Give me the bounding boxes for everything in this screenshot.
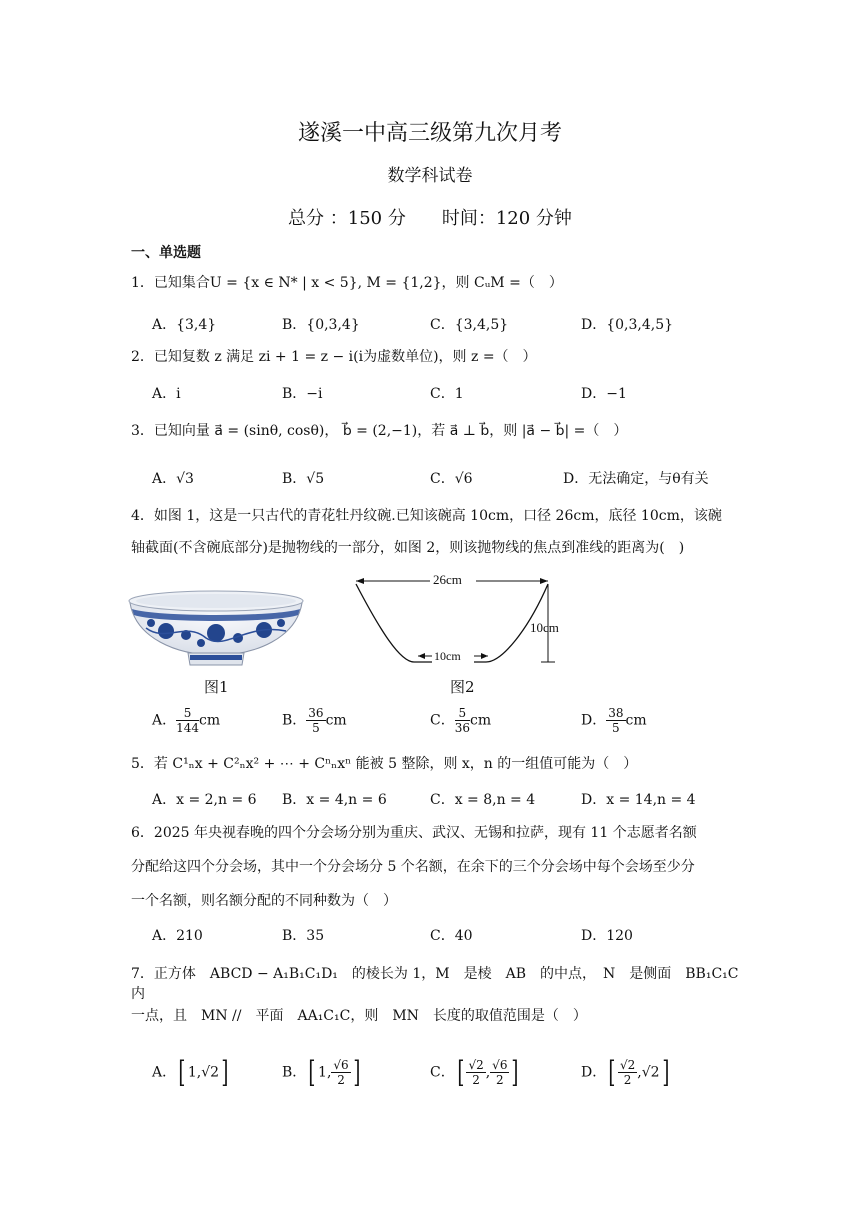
question-4-stem-line-2: 轴截面(不含碗底部分)是抛物线的一部分，如图 2，则该抛物线的焦点到准线的距离为( ) [131, 540, 685, 556]
figure-1-caption: 图1 [204, 678, 229, 696]
diagram-bottom-label: 10cm [434, 649, 461, 663]
figure-2-caption: 图2 [450, 678, 475, 696]
q6-option-c[interactable]: C．40 [430, 928, 473, 944]
q5-option-b[interactable]: B．x = 4,n = 6 [282, 792, 387, 808]
q4-option-b[interactable]: B． $\frac{36}{5}$ cm [282, 706, 347, 735]
q6-option-d[interactable]: D．120 [581, 928, 633, 944]
q2-option-c[interactable]: C．1 [430, 386, 464, 402]
q1-option-c[interactable]: C．{3,4,5} [430, 317, 509, 333]
question-6-stem-line-2: 分配给这四个分会场，其中一个分会场分 5 个名额，在余下的三个分会场中每个会场至少分 [131, 859, 695, 875]
question-2-stem: 2．已知复数 z 满足 zi + 1 = z − i(i为虚数单位)，则 z =（ ） [131, 349, 537, 365]
q2-option-b[interactable]: B．−i [282, 386, 323, 402]
question-1-stem: 1．已知集合U = {x ∈ N* | x < 5}, M = {1,2}，则 CᵤM =（ ） [131, 275, 563, 291]
diagram-height-label: 10cm [530, 620, 559, 635]
question-4-stem-line-1: 4．如图 1，这是一只古代的青花牡丹纹碗.已知该碗高 10cm，口径 26cm，底径 10cm，该碗 [131, 508, 722, 524]
q7-option-b[interactable]: B．[ 1, $\frac{√6}{2}$ ] [282, 1055, 361, 1090]
question-6-stem-line-1: 6．2025 年央视春晚的四个分会场分别为重庆、武汉、无锡和拉萨，现有 11 个志愿者名额 [131, 825, 697, 841]
q5-option-a[interactable]: A．x = 2,n = 6 [152, 792, 257, 808]
q5-option-d[interactable]: D．x = 14,n = 4 [581, 792, 696, 808]
question-7-stem-line-2: 一点，且 MN // 平面 AA₁C₁C，则 MN 长度的取值范围是（ ） [131, 1008, 587, 1024]
section-heading: 一、单选题 [131, 245, 201, 261]
q3-option-d[interactable]: D．无法确定，与θ有关 [563, 471, 709, 487]
q4-option-a[interactable]: A． $\frac{5}{144}$ cm [152, 706, 221, 735]
question-5-stem: 5．若 C¹ₙx + C²ₙx² + ⋯ + Cⁿₙxⁿ 能被 5 整除，则 x，n 的一组值可能为（ ） [131, 756, 638, 772]
q4-option-d[interactable]: D． $\frac{38}{5}$ cm [581, 706, 647, 735]
bowl-photo-figure [126, 583, 306, 669]
q2-option-d[interactable]: D．−1 [581, 386, 627, 402]
question-6-stem-line-3: 一个名额，则名额分配的不同种数为（ ） [131, 893, 397, 909]
question-7-stem-line-1: 7．正方体 ABCD − A₁B₁C₁D₁ 的棱长为 1，M 是棱 AB 的中点， N 是侧面 BB₁C₁C 内 [131, 966, 753, 1002]
exam-meta: 总分 ：150 分 时间：120 分钟 [288, 208, 572, 229]
diagram-top-label: 26cm [433, 572, 462, 587]
q1-option-b[interactable]: B．{0,3,4} [282, 317, 360, 333]
q6-option-a[interactable]: A．210 [152, 928, 203, 944]
q2-option-a[interactable]: A．i [152, 386, 181, 402]
q3-option-b[interactable]: B．√5 [282, 471, 325, 487]
q1-option-d[interactable]: D．{0,3,4,5} [581, 317, 674, 333]
exam-subject: 数学科试卷 [387, 166, 473, 186]
q3-option-a[interactable]: A．√3 [152, 471, 194, 487]
q4-option-c[interactable]: C． $\frac{5}{36}$ cm [430, 706, 492, 735]
question-3-stem: 3．已知向量 a⃗ = (sinθ, cosθ)， b⃗ = (2,−1)，若 a⃗ ⊥ b⃗，则 |a⃗ − b⃗| =（ ） [131, 423, 628, 439]
q7-option-c[interactable]: C．[ $\frac{√2}{2}$ , $\frac{√6}{2}$ ] [430, 1055, 519, 1090]
q7-option-d[interactable]: D．[ $\frac{√2}{2}$ ,√2] [581, 1055, 669, 1090]
q6-option-b[interactable]: B．35 [282, 928, 325, 944]
q7-option-a[interactable]: A．[ 1,√2] [152, 1055, 229, 1090]
exam-title: 遂溪一中高三级第九次月考 [297, 121, 562, 146]
q3-option-c[interactable]: C．√6 [430, 471, 473, 487]
q1-option-a[interactable]: A．{3,4} [152, 317, 217, 333]
q5-option-c[interactable]: C．x = 8,n = 4 [430, 792, 536, 808]
